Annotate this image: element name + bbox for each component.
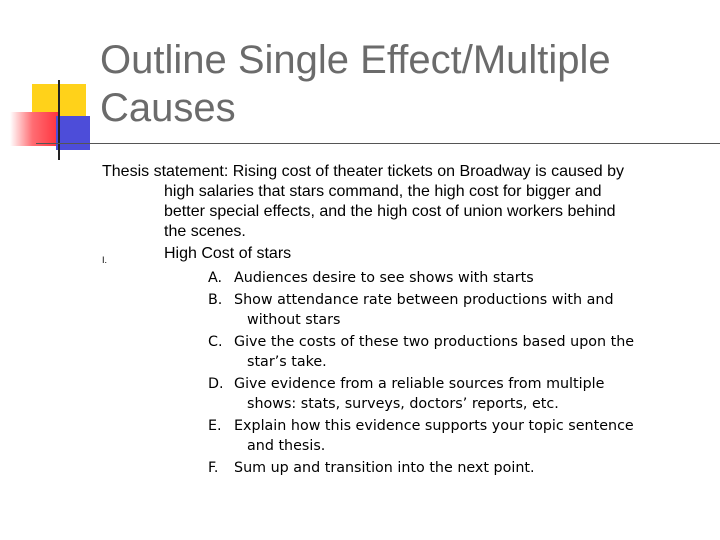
decor-red-square: [10, 112, 60, 146]
subpoint-text-cont: and thesis.: [247, 438, 326, 454]
subpoint-a: [208, 268, 708, 290]
decor-blue-square: [56, 116, 90, 150]
subpoint-text: Show attendance rate between productions with and: [234, 291, 614, 308]
subpoint-letter: A.: [208, 270, 223, 286]
thesis-line-3: better special effects, and the high cost of union workers behind: [164, 203, 616, 220]
subpoint-letter: B.: [208, 291, 223, 308]
subpoint-c: [208, 332, 708, 374]
thesis-statement: [102, 162, 702, 242]
thesis-line-1: Thesis statement: Rising cost of theater tickets on Broadway is caused by: [102, 163, 625, 180]
subpoint-e: [208, 416, 708, 458]
subpoint-letter: F.: [208, 459, 219, 476]
subpoint-text: Sum up and transition into the next point.: [234, 459, 535, 476]
subpoint-text: Explain how this evidence supports your topic sentence: [234, 417, 634, 434]
subpoint-letter: D.: [208, 375, 224, 392]
subpoint-b: [208, 290, 708, 332]
title-divider: [36, 143, 720, 144]
subpoint-f: [208, 458, 708, 480]
subpoint-list: [208, 268, 708, 479]
subpoint-text-cont: shows: stats, surveys, doctors’ reports, etc.: [247, 396, 559, 412]
subpoint-letter: E.: [208, 417, 222, 434]
subpoint-text: Give evidence from a reliable sources from multiple: [234, 375, 605, 392]
thesis-line-4: the scenes.: [164, 223, 246, 240]
thesis-line-2: high salaries that stars command, the high cost for bigger and: [164, 183, 602, 200]
subpoint-text: Audiences desire to see shows with starts: [234, 270, 534, 286]
subpoint-text-cont: star’s take.: [247, 354, 327, 370]
outline-point-number: I.: [102, 255, 108, 265]
subpoint-text-cont: without stars: [247, 312, 341, 328]
slide-title: Outline Single Effect/Multiple Causes: [100, 38, 611, 130]
subpoint-letter: C.: [208, 333, 223, 350]
subpoint-d: [208, 374, 708, 416]
outline-point-heading: High Cost of stars: [164, 245, 292, 262]
subpoint-text: Give the costs of these two productions based upon the: [234, 333, 635, 350]
decor-vertical-line: [58, 80, 60, 160]
